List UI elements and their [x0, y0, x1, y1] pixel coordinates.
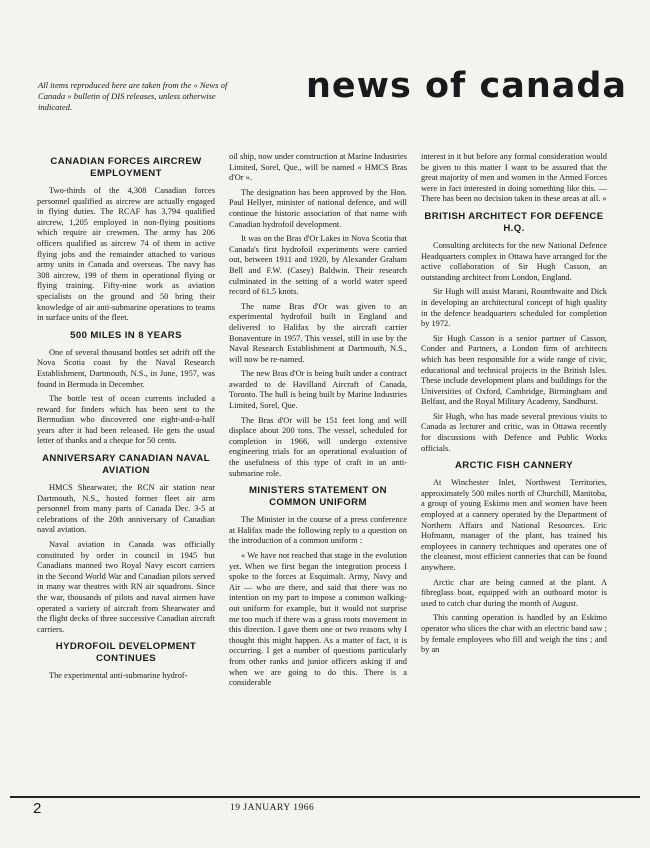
article-paragraph: Consulting architects for the new National Defence Headquarters complex in Ottawa have arranged for the active collaboration of Sir Hugh Casson, an outstanding architect from London, England. — [421, 240, 607, 282]
footer-rule — [10, 796, 640, 798]
column-1 — [37, 152, 215, 686]
article-paragraph: oil ship, now under construction at Marine Industries Limited, Sorel, Que., will be named « HMCS Bras d'Or ». — [229, 152, 407, 183]
heading-500-miles: 500 MILES IN 8 YEARS — [70, 329, 182, 341]
article-paragraph: The designation has been approved by the Hon. Paul Hellyer, minister of national defence, and will continue the historic association of that name with Canadian hydrofoil development. — [229, 187, 407, 229]
heading-naval-aviation: ANNIVERSARY CANADIAN NAVAL AVIATION — [42, 453, 210, 477]
article-paragraph: This canning operation is handled by an Eskimo operator who slices the char with an electric band saw ; by female employees who fill and weigh the tins ; and by an — [421, 613, 607, 655]
article-paragraph: « We have not reached that stage in the evolution yet. When we first began the integration process I spoke to the forces at Esquimalt. Army, Navy and Air — who are there, and said that there was no intention on my part to impose a common walking-out uniform for example, but it would not surprise me too much if there was a grass roots movement in this direction. I gave them one or two reasons why I thought this might happen. As a matter of fact, it is occurring. I get a number of questions particularly from other ranks and junior officers asking if and when we are going to do this. There is a considerable — [229, 551, 407, 688]
heading-british-architect: BRITISH ARCHITECT FOR DEFENCE H.Q. — [424, 210, 604, 234]
article-paragraph: Arctic char are being canned at the plant. A fibreglass boat, equipped with an outboard motor is used to catch char during the month of August. — [421, 577, 607, 608]
source-note: All items reproduced here are taken from the « News of Canada » bulletin of DIS releases, unless otherwise indicated. — [38, 80, 228, 112]
article-paragraph: One of several thousand bottles set adrift off the Nova Scotia coast by the Naval Research Establishment, Dartmouth, N.S., in June, 1957, was found in Bermuda in December. — [37, 347, 215, 389]
article-paragraph: Sir Hugh Casson is a senior partner of Casson, Conder and Partners, a London firm of architects which has been responsible for a wide range of civic, educational and technical projects in the British Isles. These include development plans and buildings for the Universities of Oxford, Cambridge, Birmingham and Belfast, and the Royal Military Academy, Sandhurst. — [421, 333, 607, 407]
masthead-title: news of canada — [306, 66, 628, 106]
page-number: 2 — [33, 800, 42, 817]
article-paragraph: The name Bras d'Or was given to an experimental hydrofoil built in England and delivered to Halifax by the aircraft carrier Bonaventure in 1957. This vessel, still in use by the Naval Research Establishment at Dartmouth, N.S., will now be re-named. — [229, 301, 407, 364]
article-paragraph: The experimental anti-submarine hydrof- — [49, 671, 188, 681]
column-3 — [421, 152, 607, 660]
article-paragraph: Two-thirds of the 4,308 Canadian forces personnel qualified as aircrew are actually engaged in flying duties. The RCAF has 3,794 qualified aircrew, 1,205 employed in non-flying positions which require air crewmen. The army has 206 officers qualified as aircrew 74 of them in active flying jobs and the remainder attached to various army units in Canada and overseas. The navy has 308 aircrew, 199 of them in operational flying or flying training. Fifty-nine work as aviation specialists on the ground and 50 bring their knowledge of air anti-submarine operations to teams in surface units of the fleet. — [37, 186, 215, 323]
article-paragraph: Sir Hugh will assist Marani, Rounthwaite and Dick in developing an architectural concept of high quality in the defence headquarters scheduled for completion by 1972. — [421, 287, 607, 329]
article-paragraph: The Bras d'Or will be 151 feet long and will displace about 200 tons. The vessel, scheduled for completion in 1966, will undergo extensive engineering trials for an operational evaluation of the usefulness of this type of craft in an anti-submarine role. — [229, 415, 407, 478]
article-paragraph: It was on the Bras d'Or Lakes in Nova Scotia that Canada's first hydrofoil experiments were carried out, between 1911 and 1920, by Alexander Graham Bell and F.W. (Casey) Baldwin. Their research culminated in the setting of a world water speed record of 61.5 knots. — [229, 234, 407, 297]
article-paragraph: The new Bras d'Or is being built under a contract awarded to de Havilland Aircraft of Canada, Toronto. The hull is being built by Marine Industries Limited, Sorel, Que. — [229, 369, 407, 411]
column-2 — [229, 152, 407, 693]
heading-aircrew-employment: CANADIAN FORCES AIRCREW EMPLOYMENT — [50, 156, 202, 179]
article-paragraph: The bottle test of ocean currents included a reward for finders which has been sent to the Bermudian who discovered one eight-and-a-half years after it had been released. He gets the usual letter of thanks and a cheque for 50 cents. — [37, 394, 215, 446]
heading-hydrofoil: HYDROFOIL DEVELOPMENT CONTINUES — [55, 641, 197, 665]
article-paragraph: HMCS Shearwater, the RCN air station near Dartmouth, N.S., hosted former fleet air arm personnel from many parts of Canada Dec. 3-5 at celebrations of the 20th anniversary of Canadian naval aviation. — [37, 483, 215, 535]
article-paragraph: Naval aviation in Canada was officially constituted by order in council in 1945 but Canadians manned two Royal Navy escort carriers in the Second World War and Canadian pilots served in many war theatres with RN air squadrons. Since the war, thousands of pilots and naval airmen have operated a variety of aircraft from Shearwater and the flight decks of three successive Canadian aircraft carriers. — [37, 540, 215, 634]
article-paragraph: At Winchester Inlet, Northwest Territories, approximately 500 miles north of Churchill, Manitoba, a group of young Eskimo men and women have been employed at a cannery operated by the Department of Northern Affairs and National Resources. Eric Hofmann, manager of the plant, has trained his employees in cannery techniques and operates one of the cleanest, most efficient canneries that can be found anywhere. — [421, 478, 607, 572]
article-paragraph: The Minister in the course of a press conference at Halifax made the following reply to a question on the introduction of a common uniform : — [229, 515, 407, 546]
issue-date: 19 JANUARY 1966 — [230, 803, 315, 813]
article-paragraph: Sir Hugh, who has made several previous visits to Canada as lecturer and critic, was in Ottawa recently for discussions with Defence and Public Works officials. — [421, 411, 607, 453]
article-paragraph: interest in it but before any formal consideration would be given to this matter I want to be assured that the great majority of men and women in the Armed Forces were in fact interested in doing something like this. — There has been no decision taken in these areas at all. » — [421, 152, 607, 204]
heading-arctic-fish-cannery: ARCTIC FISH CANNERY — [454, 460, 574, 472]
heading-common-uniform: MINISTERS STATEMENT ON COMMON UNIFORM — [249, 485, 387, 509]
